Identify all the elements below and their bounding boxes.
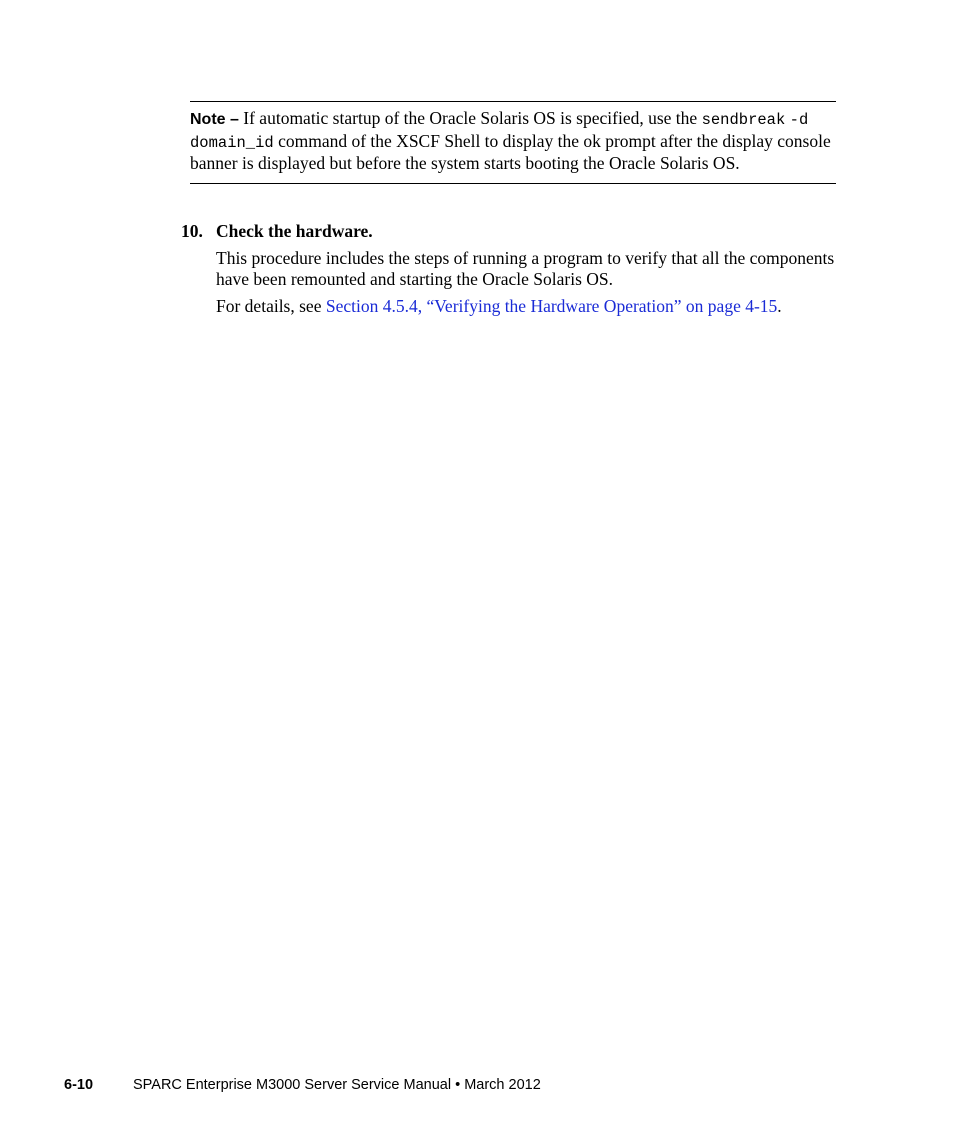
footer-separator: •	[455, 1077, 461, 1093]
step-heading	[181, 221, 841, 242]
details-link[interactable]: Section 4.5.4, “Verifying the Hardware Operation” on page 4-15	[325, 296, 778, 316]
note-label: Note –	[190, 111, 239, 128]
page-number: 6-10	[64, 1077, 94, 1093]
step-number: 10.	[181, 221, 203, 241]
step-body	[216, 248, 841, 317]
step-paragraph: This procedure includes the steps of running a program to verify that all the components have been remounted and starting the Oracle Solaris OS.	[216, 248, 835, 289]
note-code-sendbreak: sendbreak	[701, 111, 786, 129]
note-box	[190, 101, 836, 184]
footer-date: March 2012	[464, 1077, 541, 1093]
note-code-domain-id: -d domain_id	[190, 111, 809, 152]
step-heading-text: Check the hardware.	[216, 221, 373, 241]
details-suffix: .	[777, 296, 782, 316]
manual-title: SPARC Enterprise M3000 Server Service Manual	[133, 1077, 452, 1093]
note-text-1: If automatic startup of the Oracle Solaris OS is specified, use the	[243, 108, 698, 128]
step-10	[181, 221, 841, 317]
page-footer	[64, 1077, 541, 1093]
step-details	[216, 296, 841, 317]
details-prefix: For details, see	[216, 296, 322, 316]
note-text-2: command of the XSCF Shell to display the ok prompt after the display console banner is displayed but before the system starts booting the Oracle Solaris OS.	[190, 130, 831, 173]
